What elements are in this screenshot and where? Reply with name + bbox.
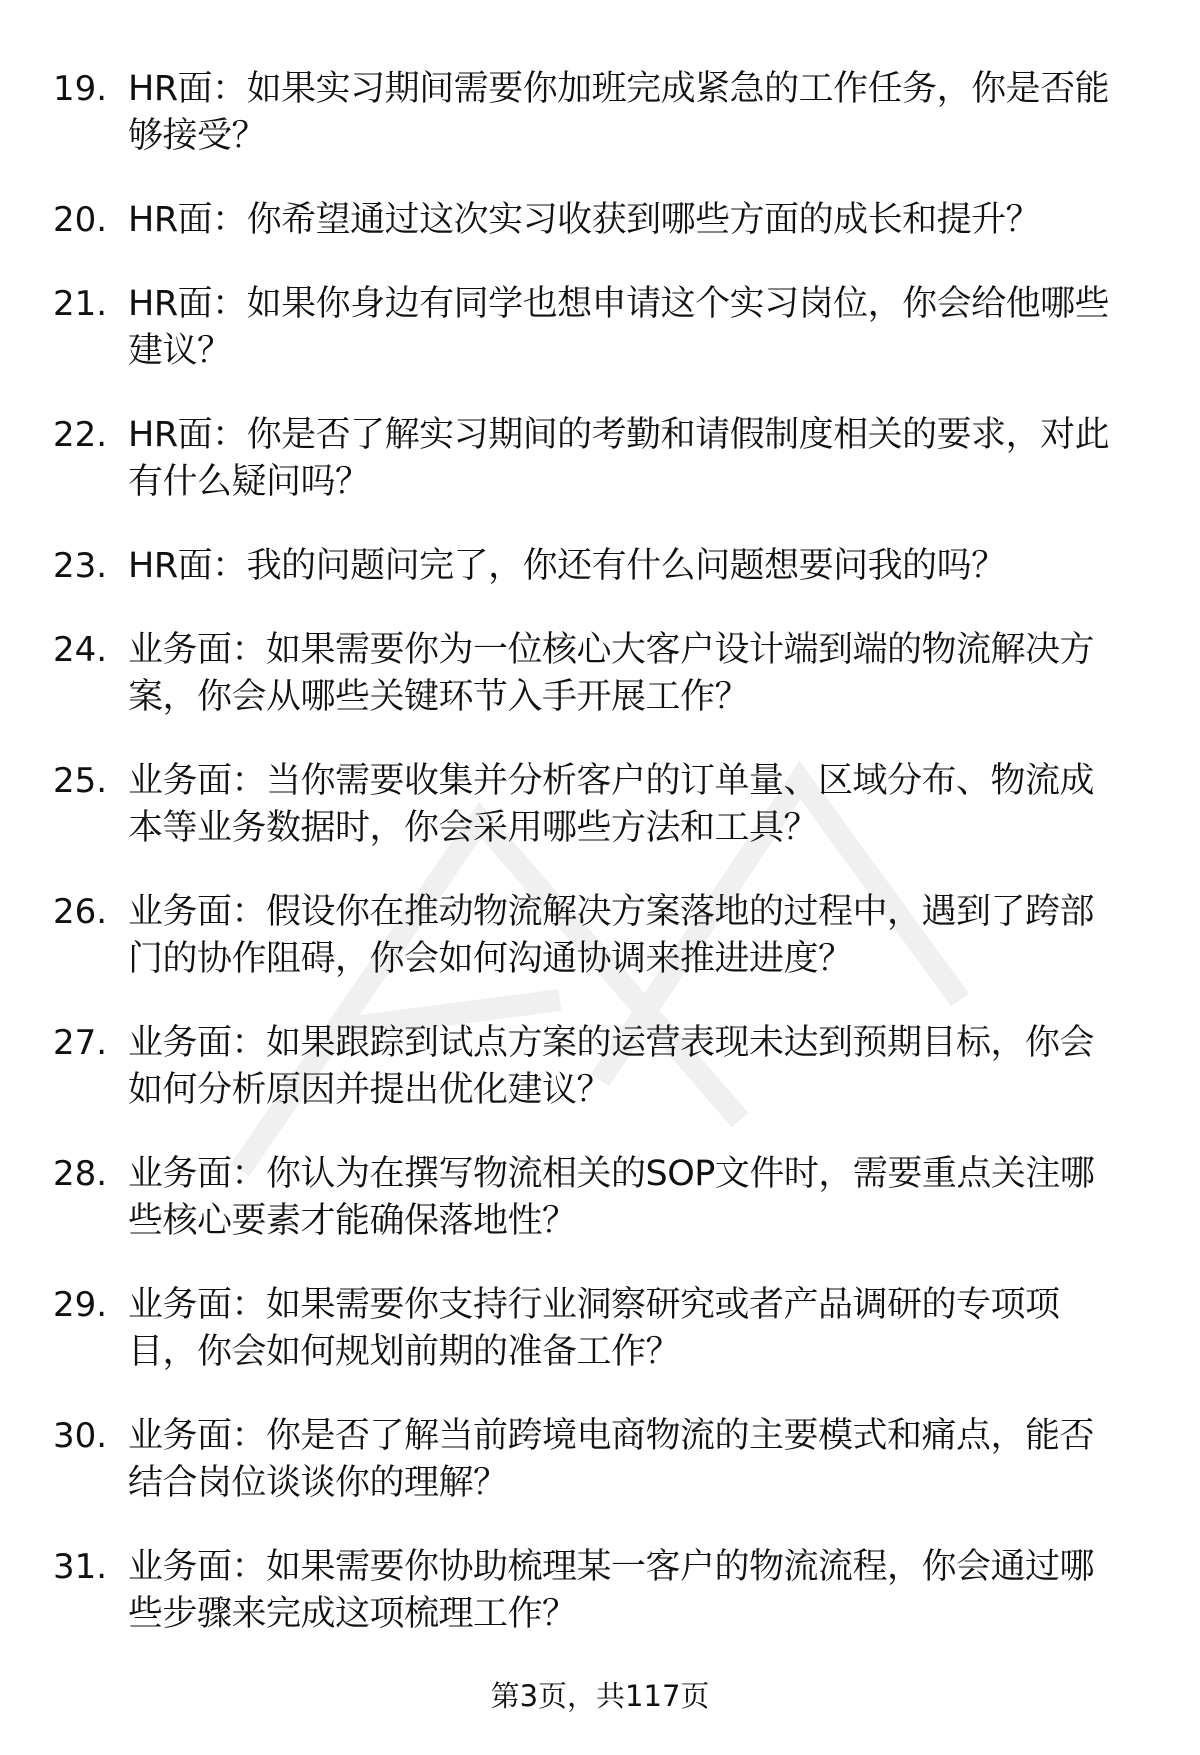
- question-item: [0, 543, 1200, 590]
- question-line: 有什么疑问吗？: [128, 462, 370, 502]
- question-text: [128, 1282, 1060, 1376]
- question-item: [0, 1282, 1200, 1376]
- question-line: HR面：你希望通过这次实习收获到哪些方面的成长和提升？: [128, 200, 1041, 240]
- question-number: 26.: [53, 892, 108, 932]
- question-number: 29.: [53, 1285, 108, 1325]
- question-text: [128, 1544, 1094, 1638]
- question-item: [0, 889, 1200, 983]
- question-line: 本等业务数据时，你会采用哪些方法和工具？: [128, 808, 819, 848]
- question-line: 如何分析原因并提出优化建议？: [128, 1070, 612, 1110]
- question-line: HR面：我的问题问完了，你还有什么问题想要问我的吗？: [128, 546, 1006, 586]
- question-line: 些步骤来完成这项梳理工作？: [128, 1594, 577, 1634]
- question-number: 23.: [53, 546, 108, 586]
- question-number: 19.: [53, 69, 108, 109]
- question-text: [128, 412, 1109, 506]
- question-line: 业务面：如果需要你支持行业洞察研究或者产品调研的专项项: [128, 1285, 1060, 1325]
- question-item: [0, 1413, 1200, 1507]
- question-number: 24.: [53, 630, 108, 670]
- question-item: [0, 758, 1200, 852]
- question-text: [128, 758, 1094, 852]
- question-number: 30.: [53, 1416, 108, 1456]
- question-text: [128, 281, 1109, 375]
- question-text: [128, 627, 1094, 721]
- question-number: 25.: [53, 761, 108, 801]
- question-item: [0, 197, 1200, 244]
- question-line: 业务面：当你需要收集并分析客户的订单量、区域分布、物流成: [128, 761, 1095, 801]
- question-text: [128, 1413, 1094, 1507]
- question-line: 业务面：你认为在撰写物流相关的SOP文件时，需要重点关注哪: [128, 1154, 1095, 1194]
- question-line: 目，你会如何规划前期的准备工作？: [128, 1332, 681, 1372]
- question-line: 建议？: [128, 331, 232, 371]
- question-line: 业务面：如果需要你为一位核心大客户设计端到端的物流解决方: [128, 630, 1095, 670]
- question-number: 21.: [53, 284, 108, 324]
- question-number: 28.: [53, 1154, 108, 1194]
- question-number: 20.: [53, 200, 108, 240]
- question-line: HR面：如果实习期间需要你加班完成紧急的工作任务，你是否能: [128, 69, 1110, 109]
- question-text: [128, 889, 1094, 983]
- question-item: [0, 281, 1200, 375]
- question-item: [0, 1151, 1200, 1245]
- question-line: 够接受？: [128, 116, 267, 156]
- question-number: 22.: [53, 415, 108, 455]
- question-number: 27.: [53, 1023, 108, 1063]
- question-item: [0, 1020, 1200, 1114]
- question-text: [128, 1020, 1094, 1114]
- question-line: 门的协作阻碍，你会如何沟通协调来推进进度？: [128, 939, 853, 979]
- question-item: [0, 66, 1200, 160]
- question-list: [0, 66, 1200, 1675]
- question-line: 业务面：你是否了解当前跨境电商物流的主要模式和痛点，能否: [128, 1416, 1095, 1456]
- question-line: 业务面：如果跟踪到试点方案的运营表现未达到预期目标，你会: [128, 1023, 1095, 1063]
- question-item: [0, 1544, 1200, 1638]
- question-number: 31.: [53, 1547, 108, 1587]
- question-line: 结合岗位谈谈你的理解？: [128, 1463, 508, 1503]
- question-text: [128, 197, 1040, 244]
- question-line: HR面：你是否了解实习期间的考勤和请假制度相关的要求，对此: [128, 415, 1110, 455]
- question-text: [128, 1151, 1094, 1245]
- question-line: 业务面：假设你在推动物流解决方案落地的过程中，遇到了跨部: [128, 892, 1095, 932]
- question-line: HR面：如果你身边有同学也想申请这个实习岗位，你会给他哪些: [128, 284, 1110, 324]
- question-text: [128, 543, 1006, 590]
- question-line: 案，你会从哪些关键环节入手开展工作？: [128, 677, 750, 717]
- question-text: [128, 66, 1109, 160]
- question-line: 些核心要素才能确保落地性？: [128, 1201, 577, 1241]
- question-item: [0, 412, 1200, 506]
- question-line: 业务面：如果需要你协助梳理某一客户的物流流程，你会通过哪: [128, 1547, 1095, 1587]
- page-footer: 第3页，共117页: [490, 1679, 710, 1713]
- question-item: [0, 627, 1200, 721]
